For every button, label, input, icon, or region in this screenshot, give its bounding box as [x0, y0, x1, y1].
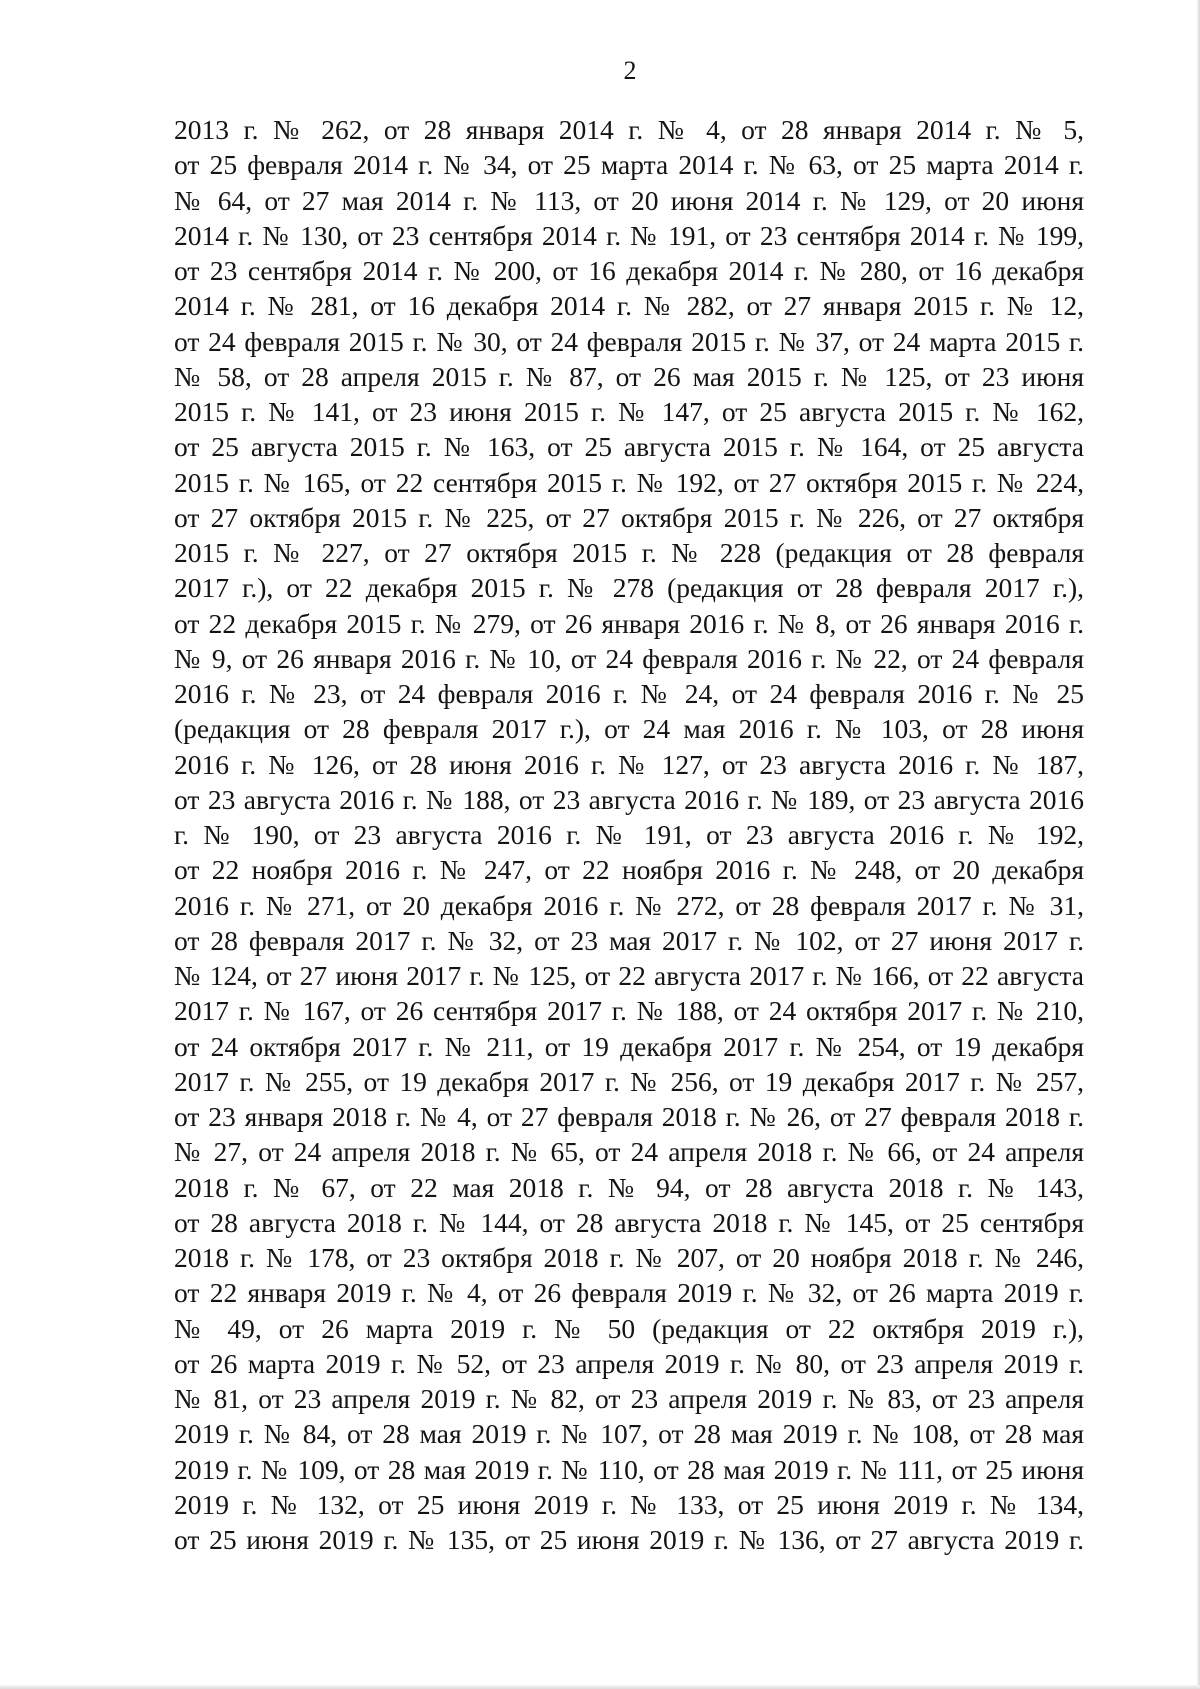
- text-line: 2014 г. № 281, от 16 декабря 2014 г. № 282, от 27 января 2015 г. № 12,: [174, 290, 1084, 322]
- text-line: (редакция от 28 февраля 2017 г.), от 24 мая 2016 г. № 103, от 28 июня: [174, 713, 1084, 745]
- text-line: 2019 г. № 109, от 28 мая 2019 г. № 110, от 28 мая 2019 г. № 111, от 25 июня: [174, 1453, 1084, 1485]
- scan-edge: [0, 1685, 1200, 1689]
- text-line: от 25 июня 2019 г. № 135, от 25 июня 2019 г. № 136, от 27 августа 2019 г.: [174, 1524, 1084, 1555]
- text-line: № 9, от 26 января 2016 г. № 10, от 24 февраля 2016 г. № 22, от 24 февраля: [174, 642, 1084, 674]
- text-line: 2015 г. № 165, от 22 сентября 2015 г. № 192, от 27 октября 2015 г. № 224,: [174, 466, 1084, 498]
- text-line: 2016 г. № 126, от 28 июня 2016 г. № 127, от 23 августа 2016 г. № 187,: [174, 748, 1084, 780]
- text-line: № 27, от 24 апреля 2018 г. № 65, от 24 апреля 2018 г. № 66, от 24 апреля: [174, 1136, 1084, 1168]
- page-number: 2: [623, 56, 637, 85]
- body-text: [174, 112, 1084, 1557]
- text-line: 2016 г. № 271, от 20 декабря 2016 г. № 272, от 28 февраля 2017 г. № 31,: [174, 889, 1084, 921]
- text-line: 2017 г.), от 22 декабря 2015 г. № 278 (редакция от 28 февраля 2017 г.),: [174, 572, 1084, 604]
- text-line: от 22 января 2019 г. № 4, от 26 февраля 2019 г. № 32, от 26 марта 2019 г.: [174, 1277, 1084, 1309]
- text-line: 2015 г. № 227, от 27 октября 2015 г. № 228 (редакция от 28 февраля: [174, 537, 1084, 568]
- text-line: 2018 г. № 178, от 23 октября 2018 г. № 207, от 20 ноября 2018 г. № 246,: [174, 1242, 1084, 1273]
- text-line: 2018 г. № 67, от 22 мая 2018 г. № 94, от 28 августа 2018 г. № 143,: [174, 1171, 1084, 1203]
- text-line: от 26 марта 2019 г. № 52, от 23 апреля 2019 г. № 80, от 23 апреля 2019 г.: [174, 1347, 1084, 1379]
- text-line: № 49, от 26 марта 2019 г. № 50 (редакция от 22 октября 2019 г.),: [174, 1312, 1084, 1344]
- text-line: 2017 г. № 167, от 26 сентября 2017 г. № 188, от 24 октября 2017 г. № 210,: [174, 995, 1084, 1027]
- text-line: от 27 октября 2015 г. № 225, от 27 октября 2015 г. № 226, от 27 октября: [174, 501, 1084, 533]
- text-line: № 58, от 28 апреля 2015 г. № 87, от 26 мая 2015 г. № 125, от 23 июня: [174, 360, 1084, 392]
- text-line: от 22 декабря 2015 г. № 279, от 26 января 2016 г. № 8, от 26 января 2016 г.: [174, 607, 1084, 639]
- text-line: от 28 февраля 2017 г. № 32, от 23 мая 2017 г. № 102, от 27 июня 2017 г.: [174, 924, 1084, 956]
- text-line: от 25 февраля 2014 г. № 34, от 25 марта 2014 г. № 63, от 25 марта 2014 г.: [174, 149, 1084, 181]
- text-line: № 81, от 23 апреля 2019 г. № 82, от 23 апреля 2019 г. № 83, от 23 апреля: [174, 1383, 1084, 1414]
- text-line: 2016 г. № 23, от 24 февраля 2016 г. № 24, от 24 февраля 2016 г. № 25: [174, 678, 1084, 709]
- text-line: от 22 ноября 2016 г. № 247, от 22 ноября 2016 г. № 248, от 20 декабря: [174, 854, 1084, 886]
- text-line: от 24 февраля 2015 г. № 30, от 24 февраля 2015 г. № 37, от 24 марта 2015 г.: [174, 325, 1084, 357]
- text-line: от 23 января 2018 г. № 4, от 27 февраля 2018 г. № 26, от 27 февраля 2018 г.: [174, 1101, 1084, 1132]
- text-line: от 24 октября 2017 г. № 211, от 19 декабря 2017 г. № 254, от 19 декабря: [174, 1030, 1084, 1062]
- text-line: от 23 сентября 2014 г. № 200, от 16 декабря 2014 г. № 280, от 16 декабря: [174, 255, 1084, 286]
- text-line: от 23 августа 2016 г. № 188, от 23 августа 2016 г. № 189, от 23 августа 2016: [174, 783, 1084, 815]
- text-line: 2013 г. № 262, от 28 января 2014 г. № 4, от 28 января 2014 г. № 5,: [174, 114, 1084, 145]
- text-line: 2015 г. № 141, от 23 июня 2015 г. № 147, от 25 августа 2015 г. № 162,: [174, 396, 1084, 427]
- text-line: 2019 г. № 84, от 28 мая 2019 г. № 107, от 28 мая 2019 г. № 108, от 28 мая: [174, 1418, 1084, 1450]
- text-line: 2017 г. № 255, от 19 декабря 2017 г. № 256, от 19 декабря 2017 г. № 257,: [174, 1065, 1084, 1097]
- text-line: 2014 г. № 130, от 23 сентября 2014 г. № 191, от 23 сентября 2014 г. № 199,: [174, 219, 1084, 251]
- text-line: от 25 августа 2015 г. № 163, от 25 августа 2015 г. № 164, от 25 августа: [174, 431, 1084, 463]
- text-line: от 28 августа 2018 г. № 144, от 28 августа 2018 г. № 145, от 25 сентября: [174, 1206, 1084, 1238]
- text-line: 2019 г. № 132, от 25 июня 2019 г. № 133, от 25 июня 2019 г. № 134,: [174, 1488, 1084, 1520]
- text-line: № 124, от 27 июня 2017 г. № 125, от 22 августа 2017 г. № 166, от 22 августа: [174, 960, 1084, 991]
- text-line: № 64, от 27 мая 2014 г. № 113, от 20 июня 2014 г. № 129, от 20 июня: [174, 184, 1084, 216]
- text-line: г. № 190, от 23 августа 2016 г. № 191, от 23 августа 2016 г. № 192,: [174, 819, 1084, 850]
